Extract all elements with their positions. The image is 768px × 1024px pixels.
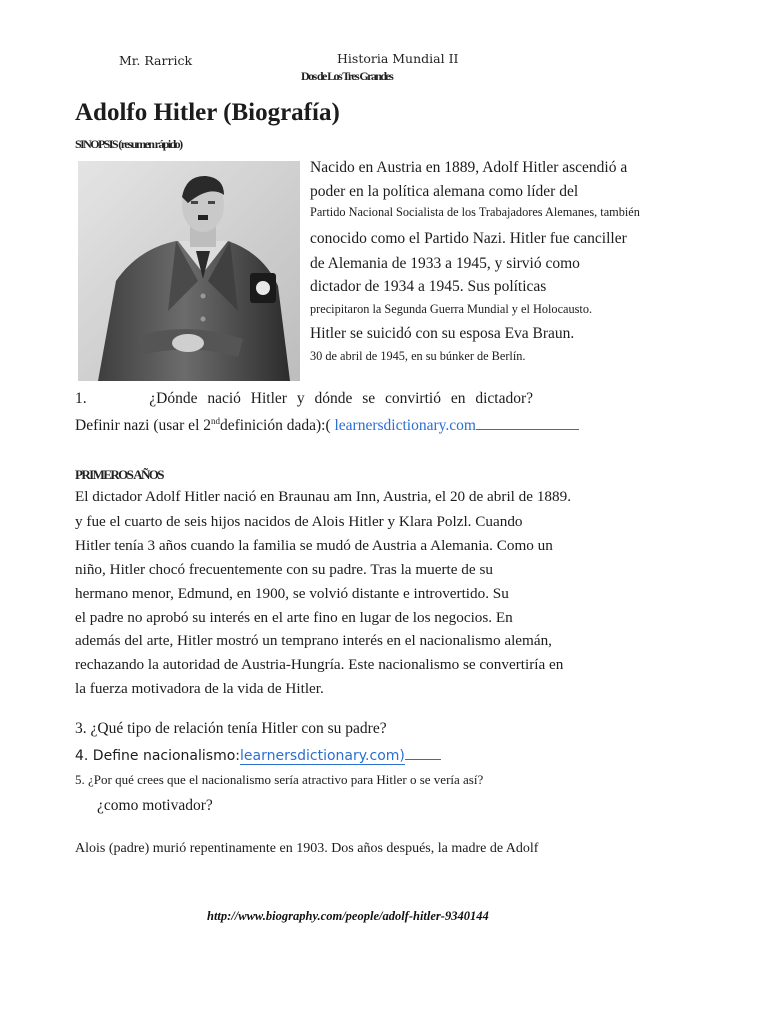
question-5-line-2: ¿como motivador?	[97, 797, 213, 814]
early-years-line-4: niño, Hitler chocó frecuentemente con su padre. Tras la muerte de su	[75, 561, 493, 578]
define-nazi-link[interactable]: learnersdictionary.com	[334, 417, 476, 434]
early-years-line-3: Hitler tenía 3 años cuando la familia se mudó de Austria a Alemania. Como un	[75, 537, 553, 554]
question-4-answer-blank[interactable]	[405, 745, 441, 760]
define-nazi-line	[75, 415, 579, 435]
page-title: Adolfo Hitler (Biografía)	[75, 99, 340, 126]
synopsis-heading: SINOPSIS (resumen rápido)	[75, 137, 182, 151]
early-years-line-8: rechazando la autoridad de Austria-Hungría. Este nacionalismo se convertiría en	[75, 656, 564, 673]
intro-line-2: poder en la política alemana como líder del	[310, 183, 579, 200]
define-nazi-sup: nd	[211, 415, 220, 426]
intro-line-5: de Alemania de 1933 a 1945, y sirvió como	[310, 255, 580, 272]
question-3: 3. ¿Qué tipo de relación tenía Hitler con su padre?	[75, 720, 387, 737]
intro-line-6: dictador de 1934 a 1945. Sus políticas	[310, 278, 547, 295]
footer-source-link[interactable]: http://www.biography.com/people/adolf-hitler-9340144	[207, 909, 489, 923]
closing-line: Alois (padre) murió repentinamente en 1903. Dos años después, la madre de Adolf	[75, 841, 539, 856]
intro-line-8: Hitler se suicidó con su esposa Eva Braun.	[310, 325, 575, 342]
question-5-line-1: 5. ¿Por qué crees que el nacionalismo sería atractivo para Hitler o se vería así?	[75, 772, 484, 787]
define-nazi-prefix: Definir nazi (usar el 2	[75, 417, 211, 434]
intro-line-9: 30 de abril de 1945, en su búnker de Berlín.	[310, 349, 526, 363]
portrait-photo	[78, 161, 300, 381]
question-1	[75, 390, 533, 408]
define-nazi-suffix: definición dada):(	[220, 417, 331, 434]
define-nazi-answer-blank[interactable]	[476, 415, 579, 430]
early-years-heading: PRIMEROS AÑOS	[75, 467, 163, 482]
question-4-link[interactable]: learnersdictionary.com)	[240, 748, 405, 764]
early-years-line-6: el padre no aprobó su interés en el arte fino en lugar de los negocios. En	[75, 609, 513, 626]
early-years-line-2: y fue el cuarto de seis hijos nacidos de Alois Hitler y Klara Polzl. Cuando	[75, 513, 523, 530]
unit-name: Dos de Los Tres Grandes	[301, 69, 393, 83]
early-years-line-1: El dictador Adolf Hitler nació en Braunau am Inn, Austria, el 20 de abril de 1889.	[75, 488, 571, 505]
early-years-line-7: además del arte, Hitler mostró un temprano interés en el nacionalismo alemán,	[75, 632, 552, 649]
early-years-line-9: la fuerza motivadora de la vida de Hitler.	[75, 680, 324, 697]
question-1-text: ¿Dónde nació Hitler y dónde se convirtió en dictador?	[149, 390, 533, 407]
question-4-label: 4. Define nacionalismo:	[75, 748, 241, 764]
intro-line-4: conocido como el Partido Nazi. Hitler fue canciller	[310, 230, 627, 247]
question-4	[75, 745, 441, 765]
course-name: Historia Mundial II	[337, 51, 459, 66]
early-years-line-5: hermano menor, Edmund, en 1900, se volvió distante e introvertido. Su	[75, 585, 509, 602]
intro-line-3: Partido Nacional Socialista de los Trabajadores Alemanes, también	[310, 205, 640, 219]
question-1-number: 1.	[75, 390, 87, 407]
intro-line-1: Nacido en Austria en 1889, Adolf Hitler ascendió a	[310, 159, 628, 176]
teacher-name: Mr. Rarrick	[119, 53, 193, 68]
intro-line-7: precipitaron la Segunda Guerra Mundial y el Holocausto.	[310, 302, 593, 316]
